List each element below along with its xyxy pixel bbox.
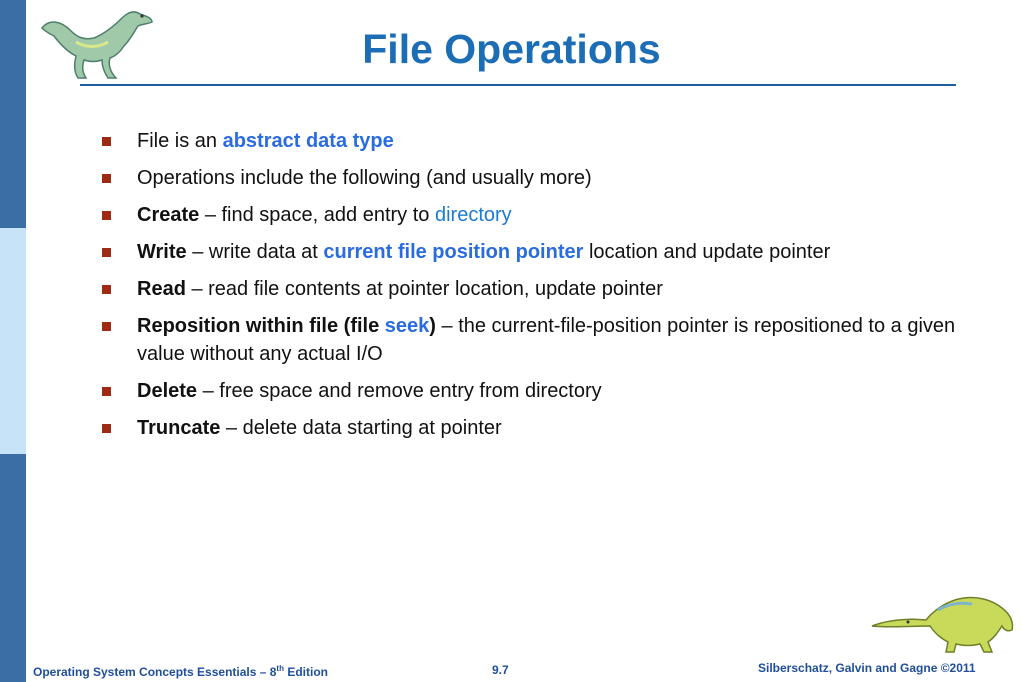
square-bullet-icon <box>102 174 111 183</box>
bullet-item <box>98 164 958 192</box>
bullet-text: seek <box>384 315 430 337</box>
bullet-text: Truncate <box>137 417 221 439</box>
square-bullet-icon <box>102 137 111 146</box>
slide-title: File Operations <box>362 26 661 72</box>
footer-edition-sup: th <box>276 664 284 673</box>
left-bar-bottom <box>0 454 26 682</box>
bullet-text: – free space and remove entry from directory <box>197 380 602 402</box>
bullet-item <box>98 312 958 368</box>
bullet-list <box>98 127 958 451</box>
bullet-item <box>98 127 958 155</box>
footer-slide-number: 9.7 <box>492 663 509 677</box>
square-bullet-icon <box>102 322 111 331</box>
bullet-text: – find space, add entry to <box>199 204 435 226</box>
bullet-text: – the current-file-position pointer is repositioned to a given value without any actual I/O <box>137 315 956 365</box>
square-bullet-icon <box>102 387 111 396</box>
square-bullet-icon <box>102 248 111 257</box>
square-bullet-icon <box>102 424 111 433</box>
square-bullet-icon <box>102 211 111 220</box>
bullet-text: Read <box>137 278 186 300</box>
bullet-text: abstract data type <box>222 130 394 152</box>
bullet-item <box>98 414 958 442</box>
bullet-text: directory <box>434 204 512 226</box>
bullet-text: Reposition within file (file <box>137 315 385 337</box>
bullet-text: Write <box>137 241 187 263</box>
footer-book-title-text: Operating System Concepts Essentials – 8 <box>33 665 277 679</box>
title-divider <box>80 84 956 86</box>
bullet-text: – write data at <box>186 241 324 263</box>
bullet-text: location and update pointer <box>583 241 831 263</box>
bullet-item <box>98 377 958 405</box>
footer-book-title <box>33 664 328 679</box>
bullet-text: ) <box>429 315 436 337</box>
bullet-item <box>98 275 958 303</box>
bullet-text: – read file contents at pointer location, update pointer <box>185 278 663 300</box>
bullet-text: Create <box>137 204 200 226</box>
square-bullet-icon <box>102 285 111 294</box>
bullet-text: Delete <box>137 380 198 402</box>
bullet-text: – delete data starting at pointer <box>220 417 502 439</box>
footer-edition-text: Edition <box>283 665 328 679</box>
footer-copyright: Silberschatz, Galvin and Gagne ©2011 <box>758 661 976 675</box>
bullet-text: current file position pointer <box>323 241 584 263</box>
bullet-text: Operations include the following (and usually more) <box>137 167 592 189</box>
dinosaur-icon <box>868 580 1018 656</box>
left-bar-middle <box>0 228 26 454</box>
bullet-item <box>98 238 958 266</box>
bullet-item <box>98 201 958 229</box>
bullet-text: File is an <box>137 130 223 152</box>
